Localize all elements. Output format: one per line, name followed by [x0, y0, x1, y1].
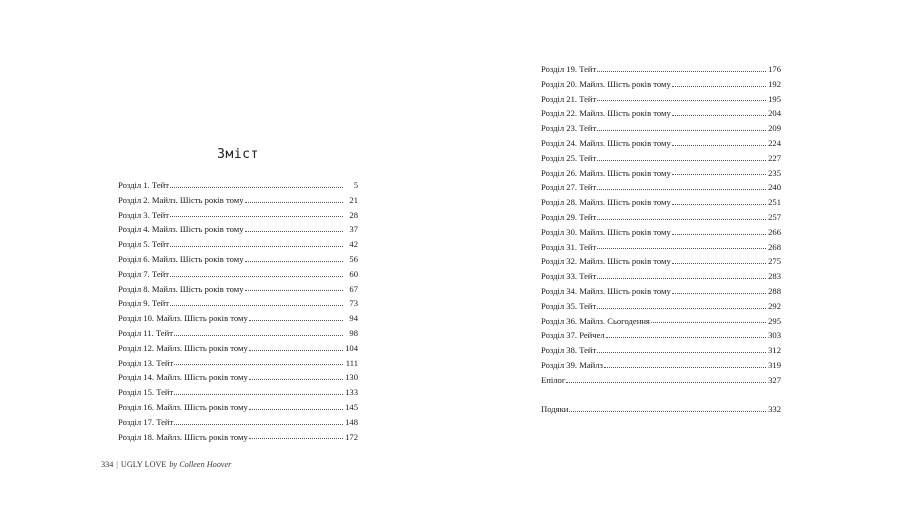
toc-dot-leader: [672, 234, 766, 235]
toc-dot-leader: [249, 320, 343, 321]
toc-dot-leader: [249, 379, 343, 380]
toc-dot-leader: [249, 409, 343, 410]
toc-entry-page: 227: [768, 152, 781, 163]
toc-entry-page: 67: [349, 283, 358, 294]
toc-entry-page: 268: [768, 241, 781, 252]
toc-entry-label: Розділ 21. Тейт: [541, 93, 597, 104]
toc-entry-label: Розділ 29. Тейт: [541, 211, 597, 222]
toc-entry: [541, 106, 781, 121]
toc-dot-leader: [566, 382, 766, 383]
toc-entry: [118, 370, 358, 385]
toc-entry-label: Розділ 20. Майлз. Шість років тому: [541, 78, 671, 89]
toc-entry: [118, 282, 358, 297]
toc-dot-leader: [170, 187, 343, 188]
toc-entry: [541, 284, 781, 299]
toc-entry-label: Розділ 2. Майлз. Шість років тому: [118, 194, 244, 205]
toc-dot-leader: [174, 394, 343, 395]
toc-dot-leader: [597, 308, 766, 309]
toc-entry: [118, 311, 358, 326]
footer-page-number: 334: [101, 460, 114, 469]
toc-entry: [541, 121, 781, 136]
toc-entry: [541, 299, 781, 314]
toc-entry-label: Розділ 26. Майлз. Шість років тому: [541, 167, 671, 178]
toc-dot-leader: [569, 411, 766, 412]
toc-entry-label: Розділ 6. Майлз. Шість років тому: [118, 253, 244, 264]
toc-entry: [541, 328, 781, 343]
toc-entry-label: Розділ 25. Тейт: [541, 152, 597, 163]
toc-dot-leader: [604, 367, 766, 368]
toc-entry: [118, 296, 358, 311]
toc-entry-page: 42: [349, 239, 358, 250]
toc-entry-label: Розділ 24. Майлз. Шість років тому: [541, 137, 671, 148]
toc-entry: [541, 166, 781, 181]
toc-entry: [118, 415, 358, 430]
toc-entry-label: Розділ 27. Тейт: [541, 182, 597, 193]
toc-entry-page: 327: [768, 374, 781, 385]
toc-entry-label: Розділ 28. Майлз. Шість років тому: [541, 197, 671, 208]
toc-dot-leader: [606, 337, 766, 338]
toc-dot-leader: [170, 276, 343, 277]
toc-entry-label: Розділ 9. Тейт: [118, 298, 169, 309]
toc-entry: [541, 151, 781, 166]
toc-entry: [118, 178, 358, 193]
toc-entry-label: Розділ 11. Тейт: [118, 327, 173, 338]
toc-dot-leader: [597, 352, 766, 353]
toc-entry: [118, 237, 358, 252]
toc-dot-leader: [174, 424, 343, 425]
toc-entry: [541, 62, 781, 77]
toc-entry: [541, 358, 781, 373]
toc-entry-label: Розділ 23. Тейт: [541, 123, 597, 134]
toc-entry-page: 98: [349, 327, 358, 338]
toc-entry-label: Розділ 12. Майлз. Шість років тому: [118, 342, 248, 353]
toc-entry: [541, 254, 781, 269]
toc-entry-label: Розділ 31. Тейт: [541, 241, 597, 252]
toc-entry-page: 275: [768, 256, 781, 267]
toc-dot-leader: [597, 189, 766, 190]
toc-entry: [541, 210, 781, 225]
toc-entry: [541, 225, 781, 240]
toc-dot-leader: [174, 335, 343, 336]
toc-dot-leader: [597, 248, 766, 249]
toc-entry-label: Розділ 39. Майлз: [541, 359, 603, 370]
toc-entry-label: Розділ 37. Рейчел: [541, 330, 605, 341]
toc-entry-page: 251: [768, 197, 781, 208]
toc-entry-page: 172: [345, 431, 358, 442]
toc-entry-page: 266: [768, 226, 781, 237]
toc-entry-page: 111: [345, 357, 358, 368]
toc-dot-leader: [672, 263, 766, 264]
toc-entry-label: Розділ 5. Тейт: [118, 239, 169, 250]
toc-entry-page: 204: [768, 108, 781, 119]
toc-entry: [541, 77, 781, 92]
toc-dot-leader: [672, 174, 766, 175]
toc-dot-leader: [170, 216, 343, 217]
toc-dot-leader: [672, 115, 766, 116]
toc-entry: [118, 326, 358, 341]
toc-dot-leader: [672, 145, 766, 146]
toc-dot-leader: [170, 305, 343, 306]
toc-entry-label: Розділ 35. Тейт: [541, 300, 597, 311]
toc-entry: [118, 356, 358, 371]
toc-entry-label: Розділ 22. Майлз. Шість років тому: [541, 108, 671, 119]
toc-dot-leader: [597, 278, 766, 279]
toc-entry: [118, 385, 358, 400]
toc-dot-leader: [249, 350, 343, 351]
toc-dot-leader: [245, 202, 344, 203]
toc-entry-page: 292: [768, 300, 781, 311]
toc-dot-leader: [597, 160, 766, 161]
toc-dot-leader: [597, 219, 766, 220]
toc-entry: [118, 222, 358, 237]
toc-dot-leader: [672, 293, 766, 294]
toc-entry: [541, 402, 781, 417]
toc-entry-page: 133: [345, 387, 358, 398]
toc-entry-page: 145: [345, 401, 358, 412]
toc-entry: [118, 267, 358, 282]
footer-author: by Colleen Hoover: [169, 460, 232, 469]
toc-dot-leader: [170, 246, 343, 247]
toc-entry-label: Розділ 19. Тейт: [541, 64, 597, 74]
toc-entry-label: Розділ 3. Тейт: [118, 209, 169, 220]
toc-dot-leader: [245, 261, 344, 262]
toc-entry-page: 295: [768, 315, 781, 326]
toc-dot-leader: [597, 71, 766, 72]
toc-entry-page: 130: [345, 372, 358, 383]
toc-entry-page: 148: [345, 416, 358, 427]
toc-entry-label: Розділ 1. Тейт: [118, 180, 169, 190]
toc-entry-page: 288: [768, 285, 781, 296]
toc-entry-label: Розділ 10. Майлз. Шість років тому: [118, 313, 248, 324]
toc-list-acknowledgements: [541, 402, 781, 417]
toc-entry-label: Розділ 38. Тейт: [541, 345, 597, 356]
toc-list-right: [541, 62, 781, 388]
toc-entry-label: Розділ 30. Майлз. Шість років тому: [541, 226, 671, 237]
toc-entry-page: 104: [345, 342, 358, 353]
toc-dot-leader: [245, 290, 344, 291]
toc-entry-label: Розділ 36. Майлз. Сьогодення: [541, 315, 650, 326]
toc-entry: [118, 341, 358, 356]
footer-book-title: UGLY LOVE: [120, 460, 167, 469]
toc-entry-page: 73: [349, 298, 358, 309]
toc-dot-leader: [597, 100, 766, 101]
toc-entry-page: 235: [768, 167, 781, 178]
toc-entry: [541, 269, 781, 284]
toc-dot-leader: [174, 364, 343, 365]
footer-separator: |: [116, 460, 118, 469]
toc-list-left: [118, 178, 358, 444]
toc-entry-label: Розділ 4. Майлз. Шість років тому: [118, 224, 244, 235]
toc-entry: [541, 240, 781, 255]
toc-dot-leader: [651, 322, 766, 323]
toc-entry-page: 283: [768, 271, 781, 282]
toc-entry: [541, 343, 781, 358]
toc-entry-page: 319: [768, 359, 781, 370]
toc-entry: [541, 373, 781, 388]
toc-entry-page: 209: [768, 123, 781, 134]
toc-entry: [541, 314, 781, 329]
toc-entry-label: Розділ 15. Тейт: [118, 387, 174, 398]
toc-entry-page: 195: [768, 93, 781, 104]
toc-entry-label: Подяки: [541, 404, 569, 414]
toc-entry: [541, 195, 781, 210]
toc-entry-page: 192: [768, 78, 781, 89]
toc-entry-page: 312: [768, 345, 781, 356]
toc-entry: [118, 252, 358, 267]
toc-entry-label: Розділ 18. Майлз. Шість років тому: [118, 431, 248, 442]
toc-entry: [541, 180, 781, 195]
toc-entry-label: Розділ 33. Тейт: [541, 271, 597, 282]
toc-entry-label: Розділ 32. Майлз. Шість років тому: [541, 256, 671, 267]
toc-entry-page: 94: [349, 313, 358, 324]
toc-dot-leader: [672, 86, 766, 87]
toc-dot-leader: [597, 130, 766, 131]
toc-entry-page: 176: [768, 64, 781, 74]
toc-entry-page: 332: [768, 404, 781, 414]
toc-entry-page: 60: [349, 268, 358, 279]
toc-dot-leader: [249, 438, 343, 439]
toc-entry: [541, 136, 781, 151]
toc-title: Зміст: [217, 147, 259, 162]
toc-entry-page: 28: [349, 209, 358, 220]
toc-entry-page: 303: [768, 330, 781, 341]
toc-dot-leader: [245, 231, 344, 232]
toc-entry-page: 37: [349, 224, 358, 235]
page-footer: [101, 460, 231, 469]
toc-entry: [118, 400, 358, 415]
toc-entry-label: Розділ 34. Майлз. Шість років тому: [541, 285, 671, 296]
toc-entry: [541, 92, 781, 107]
toc-entry-label: Розділ 7. Тейт: [118, 268, 169, 279]
toc-entry-label: Розділ 13. Тейт: [118, 357, 174, 368]
toc-entry-label: Розділ 8. Майлз. Шість років тому: [118, 283, 244, 294]
toc-entry-label: Розділ 16. Майлз. Шість років тому: [118, 401, 248, 412]
toc-entry-page: 21: [349, 194, 358, 205]
toc-entry-page: 240: [768, 182, 781, 193]
toc-entry: [118, 208, 358, 223]
toc-entry-label: Розділ 14. Майлз. Шість років тому: [118, 372, 248, 383]
toc-entry-page: 56: [349, 253, 358, 264]
toc-entry-page: 224: [768, 137, 781, 148]
toc-entry-label: Епілог: [541, 374, 566, 385]
toc-entry: [118, 430, 358, 445]
toc-entry: [118, 193, 358, 208]
toc-entry-page: 5: [353, 180, 358, 190]
toc-entry-page: 257: [768, 211, 781, 222]
toc-entry-label: Розділ 17. Тейт: [118, 416, 174, 427]
toc-dot-leader: [672, 204, 766, 205]
